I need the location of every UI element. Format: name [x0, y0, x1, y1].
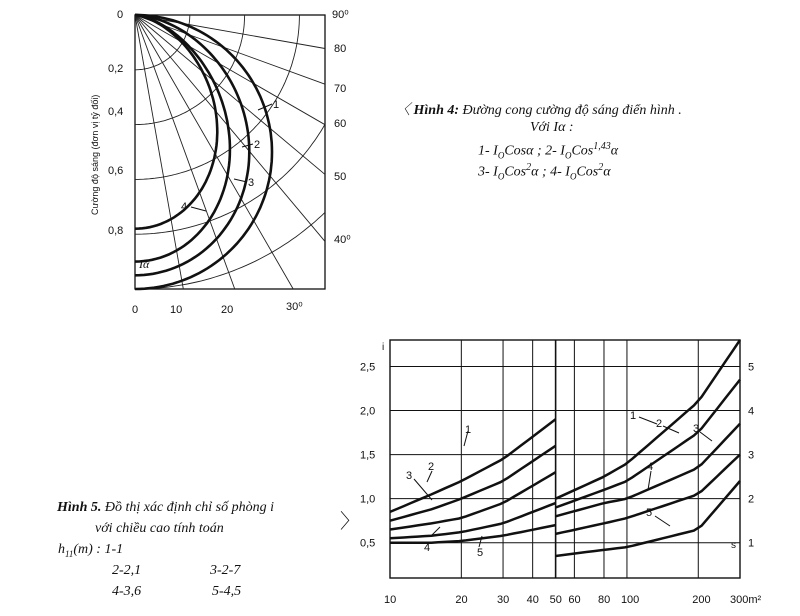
angle-tick-40: 40⁰ — [334, 234, 351, 246]
f2sub: O — [497, 171, 505, 182]
curve-label-2-right: 2 — [656, 418, 663, 430]
left-tick-0: 0 — [117, 9, 124, 21]
left-tick-4: 0,8 — [108, 225, 124, 237]
x-tick-300: 300m² — [730, 594, 762, 606]
bottom-tick-0: 0 — [132, 304, 139, 316]
curve-label-1-right: 1 — [630, 410, 637, 422]
right-tick-4: 4 — [748, 405, 755, 418]
curve-label-2-left: 2 — [428, 461, 435, 473]
curve-label-2: 2 — [254, 139, 261, 151]
y-tick-0.5: 0,5 — [360, 537, 376, 550]
f2c: α ; 4- I — [531, 164, 570, 180]
f1a: 1- I — [478, 143, 498, 159]
angle-tick-60: 60 — [334, 118, 347, 130]
s-label: s — [731, 540, 736, 551]
f2a: 3- I — [478, 164, 498, 180]
right-tick-1: 1 — [748, 537, 755, 550]
fig5-caption-title1: Đồ thị xác định chỉ số phòng i — [104, 500, 275, 515]
h-sub: 11 — [65, 548, 74, 559]
fig4-caption-label: Hình 4: — [413, 103, 460, 118]
right-curve-labels — [630, 410, 712, 526]
fig4-bracket: 〈 — [396, 103, 410, 118]
fig5-row1-right: 3-2-7 — [210, 563, 241, 578]
polar-curve-3 — [135, 15, 230, 262]
y-tick-1: 1,0 — [360, 493, 376, 506]
origin-label: Iα — [139, 257, 150, 271]
right-tick-3: 3 — [748, 449, 755, 462]
curve-label-4-left: 4 — [424, 542, 431, 554]
bottom-tick-2: 20 — [221, 304, 234, 316]
y-tick-1.5: 1,5 — [360, 449, 376, 462]
f2d: Cos — [576, 164, 599, 180]
fig5-row2-right: 5-4,5 — [212, 584, 242, 599]
polar-chart — [90, 9, 351, 316]
fig5-row1-left: 2-2,1 — [112, 563, 142, 578]
y-tick-2.5: 2,5 — [360, 361, 376, 374]
y-axis-letter: i — [382, 342, 385, 353]
fig4-formula-line2 — [478, 162, 611, 181]
curve-label-3-right: 3 — [693, 423, 700, 435]
f1d: α — [610, 143, 619, 159]
fig4-caption-with — [530, 120, 574, 136]
angle-tick-50: 50 — [334, 171, 347, 183]
curve-label-5-left: 5 — [477, 547, 484, 559]
curve-label-3-left: 3 — [406, 470, 413, 482]
f2e: α — [603, 164, 611, 180]
x-tick-50: 50 — [549, 594, 562, 606]
fig4-formula-line1 — [478, 141, 618, 160]
right-tick-2: 2 — [748, 493, 755, 506]
curve-label-4-right: 4 — [647, 461, 654, 473]
fig5-bracket: 〉 — [340, 511, 360, 533]
fig4-with-text: Với Iα : — [530, 120, 574, 135]
x-tick-80: 80 — [597, 594, 611, 606]
polar-curves — [135, 15, 272, 289]
room-index-curve-1-right — [556, 340, 740, 499]
bottom-tick-3: 30⁰ — [286, 301, 303, 313]
room-index-chart — [360, 340, 762, 606]
room-index-curves — [390, 340, 740, 556]
angle-tick-90: 90⁰ — [332, 9, 349, 21]
f2sup2: 2 — [598, 162, 604, 173]
x-tick-100: 100 — [620, 594, 640, 606]
f2sub2: O — [569, 171, 577, 182]
x-tick-60: 60 — [568, 594, 581, 606]
x-tick-200: 200 — [692, 594, 711, 606]
left-tick-2: 0,4 — [108, 106, 124, 118]
f1sub2: O — [564, 150, 572, 161]
f2b: Cos — [504, 164, 527, 180]
polar-ray-20 — [135, 15, 235, 289]
fig5-caption-line2 — [95, 521, 224, 537]
x-tick-40: 40 — [526, 594, 539, 606]
curve-label-1-left: 1 — [465, 424, 472, 436]
fig5-caption-h — [58, 542, 123, 559]
curve-label-5-right: 5 — [646, 507, 653, 519]
fig4-caption-title: Đường cong cường độ sáng điển hình . — [462, 103, 682, 118]
fig5-caption-label: Hình 5. — [57, 500, 102, 515]
room-index-curve-2-left — [390, 446, 556, 521]
room-index-curve-5-left — [390, 525, 556, 543]
polar-ray-40 — [135, 15, 325, 241]
curve-label-3: 3 — [248, 177, 255, 189]
x-tick-10: 10 — [384, 594, 397, 606]
angle-tick-80: 80 — [334, 43, 347, 55]
f1sup: 1,43 — [593, 141, 611, 152]
curve-label-1: 1 — [273, 99, 280, 111]
f2sup: 2 — [526, 162, 532, 173]
f1c: Cos — [571, 143, 594, 159]
fig5-caption-title2: với chiều cao tính toán — [95, 521, 224, 536]
x-tick-20: 20 — [455, 594, 468, 606]
polar-y-label: Cường độ sáng (đơn vị tỷ đối) — [90, 94, 100, 215]
fig5-caption-line1 — [57, 500, 274, 516]
right-tick-5: 5 — [748, 361, 755, 374]
angle-tick-70: 70 — [334, 83, 347, 95]
y-tick-2: 2,0 — [360, 405, 376, 418]
f1sub: O — [497, 150, 505, 161]
left-tick-1: 0,2 — [108, 63, 124, 75]
bottom-tick-1: 10 — [170, 304, 183, 316]
h-rest: (m) : 1-1 — [73, 542, 124, 557]
curve-label-4: 4 — [181, 201, 188, 213]
polar-curve-1 — [135, 15, 272, 289]
fig5-row2-left: 4-3,6 — [112, 584, 142, 599]
left-tick-3: 0,6 — [108, 165, 124, 177]
room-index-curve-1-left — [390, 419, 556, 512]
f1b: Cosα ; 2- I — [504, 143, 565, 159]
h-label: h — [58, 542, 65, 557]
room-index-curve-4-left — [390, 503, 556, 538]
x-tick-30: 30 — [497, 594, 510, 606]
fig4-caption-line1 — [396, 99, 682, 119]
